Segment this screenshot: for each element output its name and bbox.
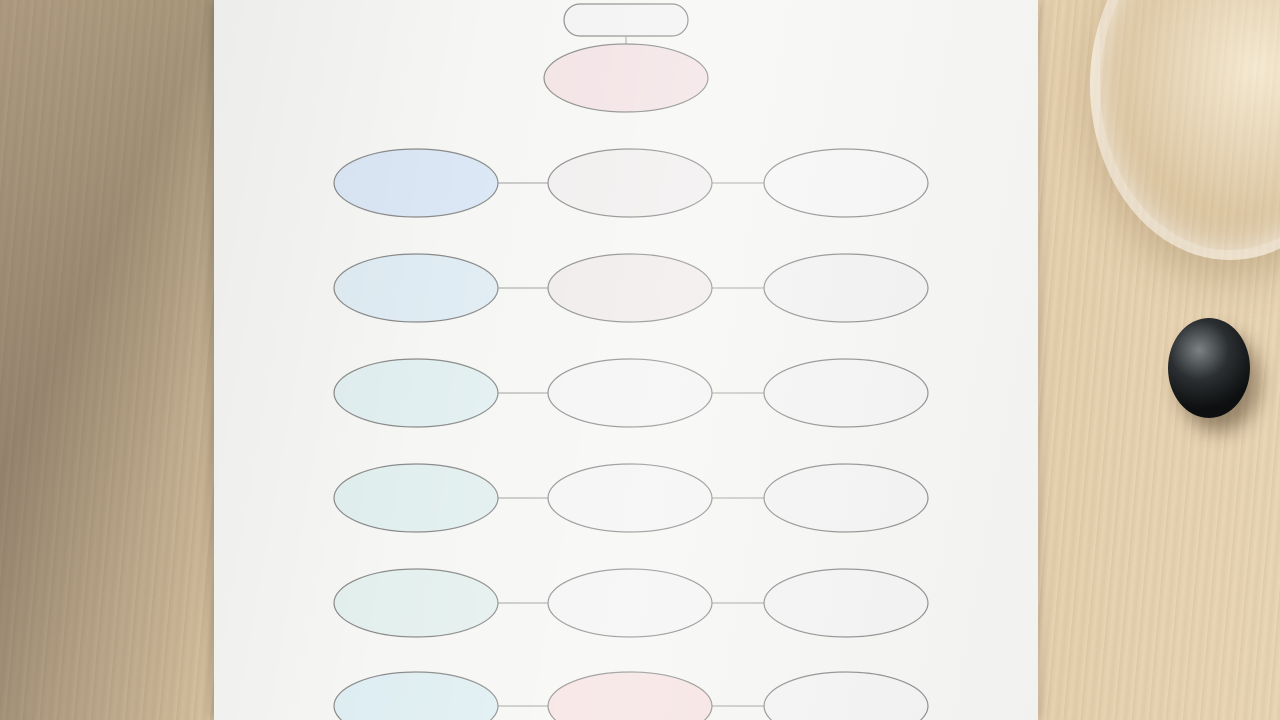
process-node (764, 359, 928, 427)
root-node (544, 44, 708, 112)
process-node (548, 672, 712, 720)
process-node (764, 569, 928, 637)
process-node (334, 464, 498, 532)
process-node (334, 254, 498, 322)
flowchart-diagram (214, 0, 1038, 720)
process-node (764, 464, 928, 532)
process-node (764, 254, 928, 322)
process-node (764, 149, 928, 217)
process-node (334, 359, 498, 427)
process-node (548, 359, 712, 427)
process-node (548, 254, 712, 322)
flowchart-sheet (214, 0, 1038, 720)
title-pill (564, 4, 688, 36)
process-node (548, 149, 712, 217)
process-node (334, 149, 498, 217)
process-node (334, 672, 498, 720)
process-node (764, 672, 928, 720)
process-node (548, 464, 712, 532)
pen-cap (1168, 318, 1250, 418)
process-node (548, 569, 712, 637)
process-node (334, 569, 498, 637)
